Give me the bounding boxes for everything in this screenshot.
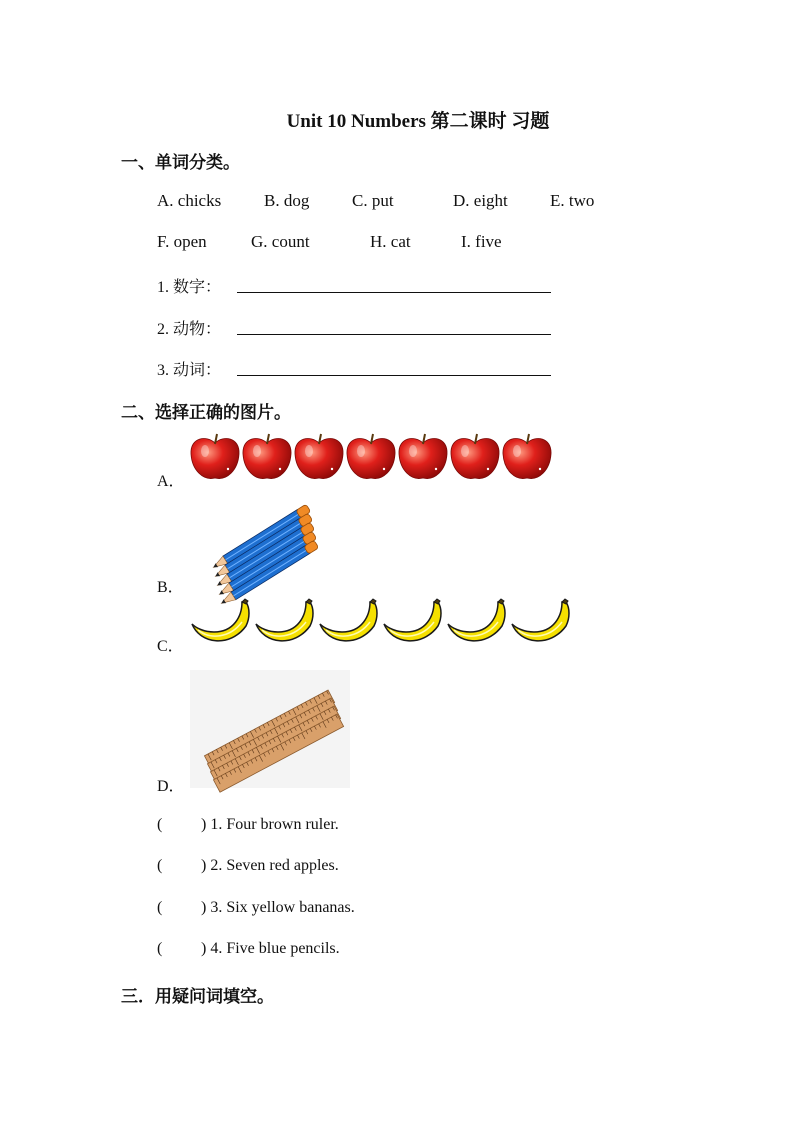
- banana-icon: [448, 599, 505, 641]
- word-option: H. cat: [370, 232, 411, 251]
- bananas-icon: [190, 598, 574, 650]
- word-option: A. chicks: [157, 191, 222, 210]
- answer-blank-numbers[interactable]: [237, 292, 551, 293]
- question-row: [157, 940, 340, 958]
- category-label-animals: 2. 动物：: [157, 321, 222, 338]
- page-title: Unit 10 Numbers 第二课时 习题: [286, 111, 550, 132]
- banana-icon: [384, 599, 441, 641]
- banana-icon: [192, 599, 249, 641]
- option-label-a: A．: [157, 473, 185, 490]
- word-option: B. dog: [264, 191, 310, 210]
- answer-paren-open[interactable]: (: [157, 816, 163, 833]
- section-2-heading: 二、选择正确的图片。: [121, 403, 291, 422]
- option-label-c: C．: [157, 638, 184, 655]
- answer-paren-close: ): [201, 816, 207, 833]
- word-option: C. put: [352, 191, 394, 210]
- banana-icon: [320, 599, 377, 641]
- question-text: 4. Five blue pencils.: [210, 940, 340, 957]
- answer-paren-open[interactable]: (: [157, 857, 163, 874]
- answer-paren-open[interactable]: (: [157, 940, 163, 957]
- apple-icon: [399, 434, 447, 478]
- section-1-heading: 一、单词分类。: [121, 153, 240, 172]
- apple-icon: [243, 434, 291, 478]
- word-option: E. two: [550, 191, 595, 210]
- word-option: G. count: [251, 232, 310, 251]
- apple-icon: [191, 434, 239, 478]
- word-option: I. five: [461, 232, 502, 251]
- question-row: [157, 899, 355, 917]
- answer-blank-verbs[interactable]: [237, 375, 551, 376]
- answer-blank-animals[interactable]: [237, 334, 551, 335]
- apple-icon: [451, 434, 499, 478]
- rulers-icon: [190, 670, 350, 788]
- question-text: 2. Seven red apples.: [210, 857, 339, 874]
- banana-icon: [512, 599, 569, 641]
- section-3-heading: 三．用疑问词填空。: [121, 987, 274, 1006]
- apple-icon: [347, 434, 395, 478]
- apples-icon: [190, 432, 552, 482]
- question-row: [157, 816, 339, 834]
- answer-paren-close: ): [201, 899, 207, 916]
- answer-paren-close: ): [201, 857, 207, 874]
- question-text: 1. Four brown ruler.: [210, 816, 339, 833]
- option-label-b: B．: [157, 579, 184, 596]
- word-option: D. eight: [453, 191, 508, 210]
- question-text: 3. Six yellow bananas.: [210, 899, 355, 916]
- apple-icon: [295, 434, 343, 478]
- word-option: F. open: [157, 232, 207, 251]
- answer-paren-open[interactable]: (: [157, 899, 163, 916]
- banana-icon: [256, 599, 313, 641]
- option-label-d: D．: [157, 778, 185, 795]
- category-label-verbs: 3. 动词：: [157, 362, 222, 379]
- apple-icon: [503, 434, 551, 478]
- question-row: [157, 857, 339, 875]
- pencils-icon: [200, 500, 330, 590]
- category-label-numbers: 1. 数字：: [157, 279, 222, 296]
- answer-paren-close: ): [201, 940, 207, 957]
